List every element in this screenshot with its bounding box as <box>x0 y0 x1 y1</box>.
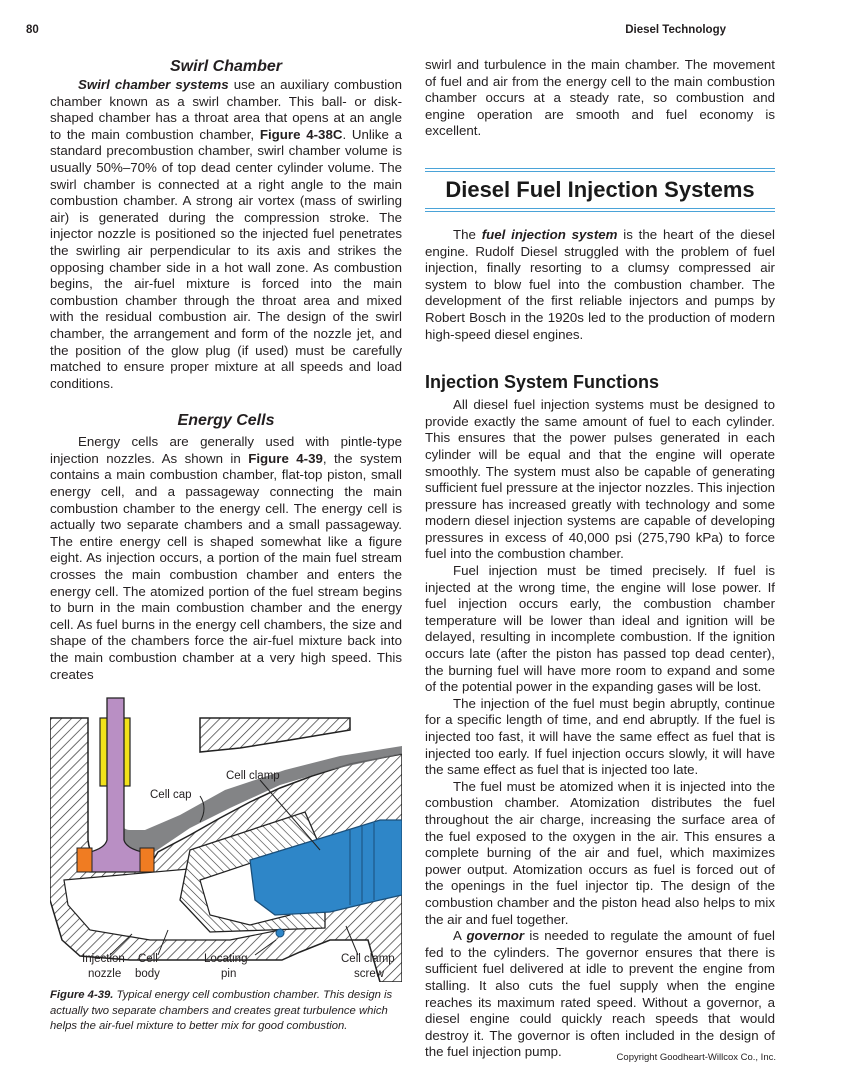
copyright: Copyright Goodheart-Willcox Co., Inc. <box>616 1052 776 1063</box>
page-number: 80 <box>26 24 39 36</box>
energy-text-2: , the system contains a main combustion chamber, flat-top piston, small energy cell, and a passageway connecting the main combustion chamber to the energy cell. The energy cell is actually two separate chambers and a small passageway. The entire energy cell is shaped somewhat like a figure eight. As injection occurs, a portion of the main fuel stream crosses the main combustion chamber and enters the energy cell. The atomized portion of the fuel stream begins to burn in the main combustion chamber and the energy cell. As fuel burns in the energy cell chambers, the size and shape of the chambers force the air-fuel mixture back into the main combustion chamber at a very high speed. This creates <box>50 450 402 682</box>
label-locating-pin-2: pin <box>221 968 237 980</box>
label-cell-cap: Cell cap <box>150 789 192 801</box>
caption-label: Figure 4-39. <box>50 989 114 1001</box>
valve-seat-right <box>140 848 154 872</box>
governor-text-2: is needed to regulate the amount of fuel fed to the cylinders. The governor ensures that there is sufficient fuel delivered at idle to prevent the engine from stalling. It also cuts the fuel supply when the engine reaches its maximum rated speed. Without a governor, a diesel engine could quickly reach speeds that would destroy it. The governor is often included in the design of the fuel injection pump. <box>425 928 775 1060</box>
label-cell-clamp-screw-1: Cell clamp <box>341 953 395 965</box>
governor-lead-term: governor <box>466 928 525 944</box>
governor-text-1: A <box>453 928 467 944</box>
energy-text-1: Energy cells are generally used with pintle-type injection nozzles. As shown in <box>50 434 402 466</box>
functions-paragraph-2: Fuel injection must be timed precisely. If fuel is injected at the wrong time, the engine will lose power. If fuel injection occurs early, the combustion chamber temperature will be lower than ideal and ignition will be delayed, resulting in incomplete combustion. If the ignition occurs late (after the piston has passed top dead center), the burning fuel will have more room to expand and some of the potential power in the expanding gases will be lost. <box>425 563 775 695</box>
swirl-text-1: use an auxiliary combustion chamber known as a swirl chamber. This ball- or disk-shaped chamber has a throat area that opens at an angle to the main combustion chamber, <box>50 77 402 142</box>
functions-paragraph-3: The injection of the fuel must begin abruptly, continue for a specific length of time, and end abruptly. If the fuel is injected too fast, it will have the same effect as fuel that is injected too early. If fuel injection occurs slowly, it will have the same effect as fuel that is injected too late. <box>425 695 775 778</box>
running-title: Diesel Technology <box>625 24 726 36</box>
label-injection-nozzle-1: Injection <box>82 953 125 965</box>
swirl-paragraph <box>50 77 402 392</box>
valve-seat-left <box>77 848 92 872</box>
label-cell-clamp: Cell clamp <box>226 770 280 782</box>
caption-text: Typical energy cell combustion chamber. This design is actually two separate chambers and creates great turbulence which helps the air-fuel mixture to better mix for good combustion. <box>50 989 393 1032</box>
functions-paragraph-1: All diesel fuel injection systems must be designed to provide exactly the same amount of fuel to each cylinder. This ensures that the power pulses generated in each cylinder will be equal and that the engine will operate smoothly. The system must also be capable of generating sufficient fuel pressure at the injector nozzles. This injection pressure has increased greatly with technology and some modern diesel injection systems are capable of developing pressures in excess of 40,000 psi (275,790 kPa) to force fuel into the combustion chamber. <box>425 397 775 562</box>
right-column <box>425 57 775 1061</box>
major-heading: Diesel Fuel Injection Systems <box>445 176 755 202</box>
label-cell-body-1: Cell <box>138 953 158 965</box>
figure-4-39-illustration <box>50 690 402 982</box>
swirl-lead-term: Swirl chamber systems <box>78 77 229 92</box>
energy-cells-heading: Energy Cells <box>177 412 275 430</box>
energy-paragraph <box>50 434 402 683</box>
upper-block <box>200 718 350 752</box>
intro-text-2: is the heart of the diesel engine. Rudolf Diesel struggled with the problem of fuel injection, finally resorting to a clumsy compressed air system to blow fuel into the combustion chamber. The development of the first reliable injectors and pumps by Robert Bosch in the 1920s led to the production of modern high-speed diesel engines. <box>425 226 775 342</box>
functions-heading: Injection System Functions <box>425 372 660 393</box>
swirl-figure-ref: Figure 4-38C <box>259 126 343 142</box>
left-column <box>50 57 402 683</box>
major-heading-box <box>425 168 775 212</box>
locating-pin <box>276 929 284 937</box>
swirl-chamber-heading: Swirl Chamber <box>169 58 283 75</box>
label-injection-nozzle-2: nozzle <box>88 968 122 980</box>
label-cell-body-2: body <box>135 968 160 980</box>
label-cell-clamp-screw-2: screw <box>354 968 385 980</box>
intro-lead-term: fuel injection system <box>481 226 618 242</box>
swirl-text-2: . Unlike a standard precombustion chamber, swirl chamber volume is usually 50%–70% of top dead center cylinder volume. The swirl chamber is connected at a right angle to the main combustion chamber. A strong air vortex (mass of swirling air) is generated during the compression stroke. The injector nozzle is positioned so the injected fuel penetrates the swirling air perpendicular to its axis and strikes the opposing chamber side in a hot wall zone. As combustion begins, the air-fuel mixture is forced into the main combustion chamber through the throat area and mixed with the residual combustion air. The design of the swirl chamber, the arrangement and form of the nozzle jet, and the position of the glow plug (if used) must be carefully matched to ensure proper mixture at all speeds and load conditions. <box>50 126 402 391</box>
figure-caption <box>50 988 402 1035</box>
energy-figure-ref: Figure 4-39 <box>248 450 323 466</box>
functions-paragraph-4: The fuel must be atomized when it is injected into the combustion chamber. Atomization distributes the fuel throughout the air charge, increasing the surface area of the fuel exposed to the oxygen in the air. This ensures a complete burning of the air and fuel, which maximizes power output. Atomization occurs as fuel is forced out of the openings in the fuel injector tip. The design of the combustion chamber and the piston head also helps to mix the air and fuel together. <box>425 778 775 927</box>
intro-paragraph <box>425 227 775 343</box>
functions-paragraph-5 <box>425 928 775 1061</box>
continuation-paragraph: swirl and turbulence in the main chamber. The movement of fuel and air from the energy cell to the main combustion chamber occurs at a steady rate, so combustion and engine operation are smooth and fuel economy is excellent. <box>425 57 775 139</box>
intro-text-1: The <box>453 226 482 242</box>
label-locating-pin-1: Locating <box>204 953 248 965</box>
